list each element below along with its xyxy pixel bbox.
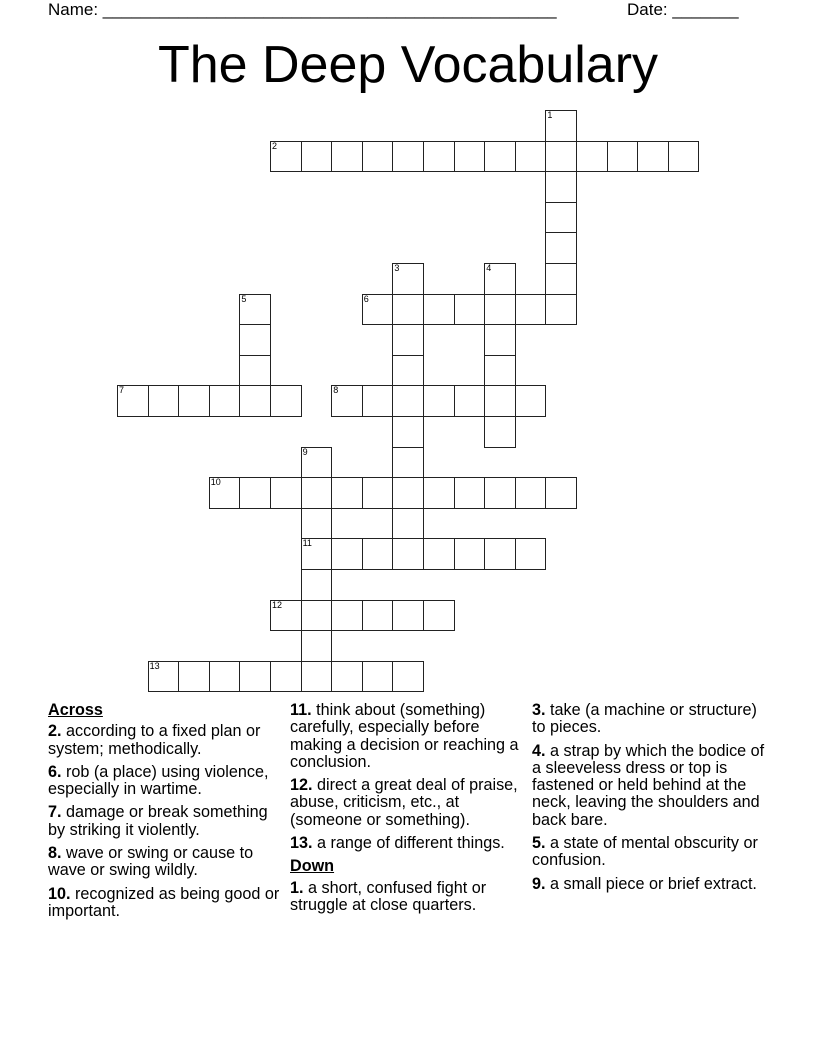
grid-cell[interactable] — [607, 141, 639, 173]
clues-column-1 — [48, 702, 284, 926]
clue-across-2: 2. according to a fixed plan or system; methodically. — [48, 722, 261, 758]
grid-cell[interactable] — [515, 294, 547, 326]
grid-cell[interactable] — [484, 324, 516, 356]
grid-cell[interactable] — [301, 141, 333, 173]
grid-cell[interactable] — [392, 508, 424, 540]
grid-cell[interactable] — [209, 661, 241, 693]
grid-cell[interactable] — [362, 141, 394, 173]
grid-cell[interactable] — [392, 294, 424, 326]
grid-cell[interactable] — [392, 324, 424, 356]
grid-cell[interactable] — [545, 263, 577, 295]
grid-cell[interactable] — [515, 477, 547, 509]
grid-cell[interactable] — [301, 661, 333, 693]
clue-number: 7 — [119, 385, 125, 396]
grid-cell[interactable] — [484, 355, 516, 387]
grid-cell[interactable] — [270, 477, 302, 509]
grid-cell[interactable] — [178, 385, 210, 417]
grid-cell[interactable] — [545, 294, 577, 326]
grid-cell[interactable] — [331, 385, 363, 417]
grid-cell[interactable] — [301, 447, 333, 479]
grid-cell[interactable] — [392, 385, 424, 417]
grid-cell[interactable] — [301, 630, 333, 662]
grid-cell[interactable] — [331, 141, 363, 173]
clue-across-10: 10. recognized as being good or important. — [48, 884, 280, 920]
grid-cell[interactable] — [392, 416, 424, 448]
grid-cell[interactable] — [239, 355, 271, 387]
clue-down-4: 4. a strap by which the bodice of a sleeveless dress or top is fastened or held behind at the neck, leaving the shoulders and back bare. — [532, 741, 765, 829]
grid-cell[interactable] — [392, 477, 424, 509]
clue-number: 13 — [149, 660, 160, 671]
clue-number: 1 — [547, 110, 553, 120]
clue-number: 4 — [486, 263, 492, 273]
grid-cell[interactable] — [148, 385, 180, 417]
clue-number: 3 — [394, 263, 400, 273]
grid-cell[interactable] — [148, 661, 180, 693]
grid-cell[interactable] — [392, 538, 424, 570]
grid-cell[interactable] — [362, 294, 394, 326]
grid-cell[interactable] — [362, 477, 394, 509]
clue-number: 11 — [302, 538, 312, 549]
grid-cell[interactable] — [423, 385, 455, 417]
clue-across-12: 12. direct a great deal of praise, abuse, criticism, etc., at (someone or something). — [290, 776, 518, 829]
grid-cell[interactable] — [423, 294, 455, 326]
grid-cell[interactable] — [484, 141, 516, 173]
grid-cell[interactable] — [392, 447, 424, 479]
grid-cell[interactable] — [117, 385, 149, 417]
grid-cell[interactable] — [270, 141, 302, 173]
clue-down-9: 9. a small piece or brief extract. — [532, 874, 757, 893]
grid-cell[interactable] — [209, 385, 241, 417]
grid-cell[interactable] — [270, 600, 302, 632]
grid-cell[interactable] — [362, 538, 394, 570]
grid-cell[interactable] — [392, 661, 424, 693]
grid-cell[interactable] — [331, 600, 363, 632]
grid-cell[interactable] — [362, 600, 394, 632]
page-title: The Deep Vocabulary — [157, 36, 659, 94]
clue-number: 6 — [363, 293, 369, 304]
grid-cell[interactable] — [423, 477, 455, 509]
grid-cell[interactable] — [239, 661, 271, 693]
grid-cell[interactable] — [545, 141, 577, 173]
grid-cell[interactable] — [454, 141, 486, 173]
grid-cell[interactable] — [270, 661, 302, 693]
clue-across-7: 7. damage or break something by striking it violently. — [48, 803, 268, 839]
date-field-label: Date: _______ — [627, 0, 739, 19]
clue-across-6: 6. rob (a place) using violence, especially in wartime. — [48, 762, 269, 799]
grid-cell[interactable] — [423, 600, 455, 632]
grid-cell[interactable] — [454, 294, 486, 326]
grid-cell[interactable] — [545, 110, 577, 142]
grid-cell[interactable] — [668, 141, 700, 173]
grid-cell[interactable] — [515, 538, 547, 570]
grid-cell[interactable] — [454, 385, 486, 417]
grid-cell[interactable] — [423, 538, 455, 570]
grid-cell[interactable] — [331, 661, 363, 693]
grid-cell[interactable] — [301, 600, 333, 632]
grid-cell[interactable] — [637, 141, 669, 173]
grid-cell[interactable] — [484, 416, 516, 448]
grid-cell[interactable] — [423, 141, 455, 173]
clue-down-5: 5. a state of mental obscurity or confusion. — [532, 834, 758, 870]
grid-cell[interactable] — [515, 385, 547, 417]
grid-cell[interactable] — [301, 508, 333, 540]
grid-cell[interactable] — [484, 477, 516, 509]
grid-cell[interactable] — [301, 538, 333, 570]
grid-cell[interactable] — [239, 385, 271, 417]
grid-cell[interactable] — [301, 477, 333, 509]
name-field-label: Name: ________________________________________________ — [48, 0, 557, 19]
grid-cell[interactable] — [392, 141, 424, 173]
grid-cell[interactable] — [454, 538, 486, 570]
grid-cell[interactable] — [515, 141, 547, 173]
grid-cell[interactable] — [484, 385, 516, 417]
grid-cell[interactable] — [484, 263, 516, 295]
clue-across-13: 13. a range of different things. — [290, 834, 505, 853]
clue-number: 2 — [272, 140, 278, 151]
clue-number: 5 — [241, 293, 247, 304]
grid-cell[interactable] — [454, 477, 486, 509]
clues-column-3 — [532, 702, 772, 899]
grid-cell[interactable] — [545, 171, 577, 203]
grid-cell[interactable] — [239, 324, 271, 356]
clue-across-8: 8. wave or swing or cause to wave or swing wildly. — [48, 844, 254, 880]
grid-cell[interactable] — [545, 202, 577, 234]
grid-cell[interactable] — [331, 538, 363, 570]
clue-number: 9 — [302, 446, 308, 457]
clue-down-3: 3. take (a machine or structure) to pieces. — [532, 701, 757, 737]
grid-cell[interactable] — [331, 477, 363, 509]
across-heading: Across — [48, 701, 103, 719]
clue-number: 12 — [272, 599, 283, 610]
grid-cell[interactable] — [239, 294, 271, 326]
grid-cell[interactable] — [576, 141, 608, 173]
clues-column-2 — [290, 702, 522, 920]
grid-cell[interactable] — [362, 385, 394, 417]
clue-number: 8 — [333, 385, 339, 396]
clue-down-1: 1. a short, confused fight or struggle at close quarters. — [290, 878, 487, 914]
grid-cell[interactable] — [209, 477, 241, 509]
grid-cell[interactable] — [545, 232, 577, 264]
grid-cell[interactable] — [484, 538, 516, 570]
grid-cell[interactable] — [362, 661, 394, 693]
grid-cell[interactable] — [239, 477, 271, 509]
grid-cell[interactable] — [392, 355, 424, 387]
grid-cell[interactable] — [392, 263, 424, 295]
grid-cell[interactable] — [270, 385, 302, 417]
grid-cell[interactable] — [301, 569, 333, 601]
grid-cell[interactable] — [484, 294, 516, 326]
grid-cell[interactable] — [545, 477, 577, 509]
grid-cell[interactable] — [178, 661, 210, 693]
clue-number: 10 — [210, 477, 221, 488]
down-heading: Down — [290, 857, 335, 876]
clue-across-11: 11. think about (something) carefully, especially before making a decision or reaching a conclusion. — [290, 701, 519, 771]
grid-cell[interactable] — [392, 600, 424, 632]
